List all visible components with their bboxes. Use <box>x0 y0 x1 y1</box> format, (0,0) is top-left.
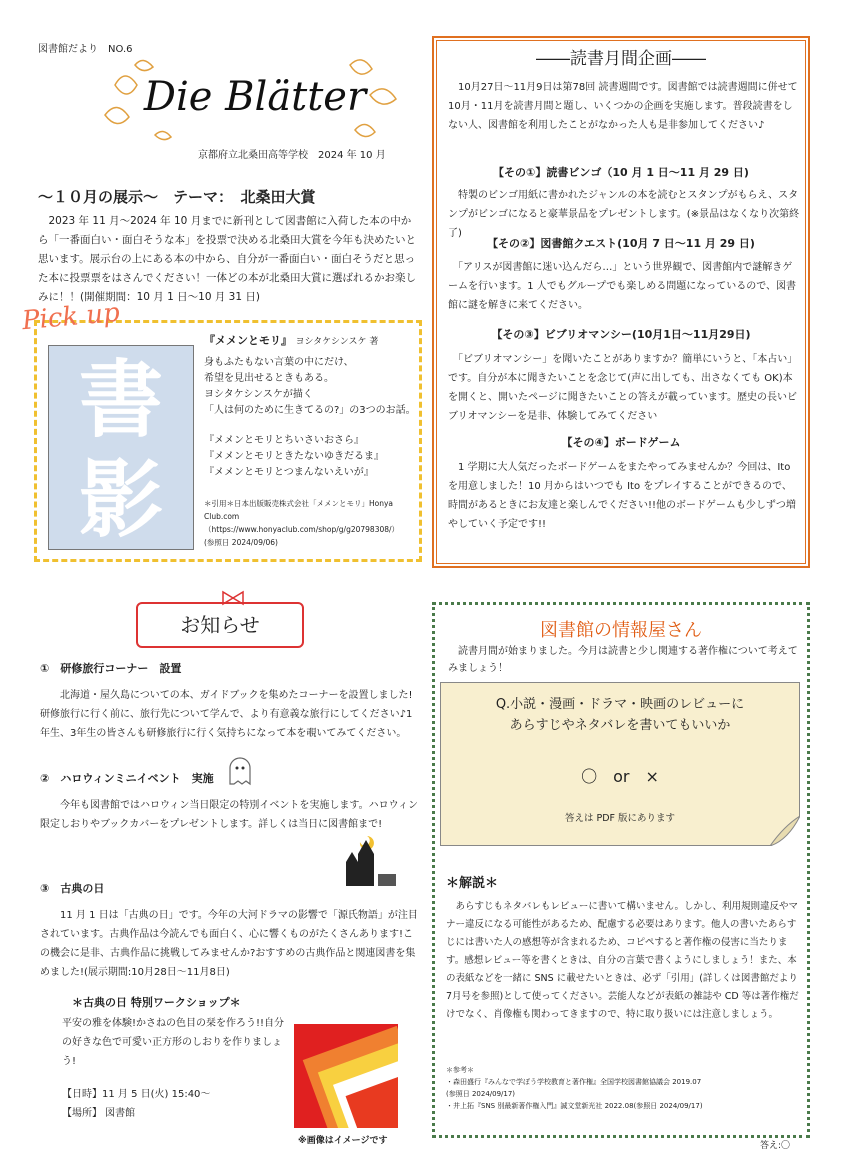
notice-heading: ③ 古典の日 <box>40 882 105 895</box>
ref-line: ・森田盛行『みんなで学ぼう学校教育と著作権』全国学校図書館協議会 2019.07 <box>446 1078 702 1086</box>
event-body: 特製のビンゴ用紙に書かれたジャンルの本を読むとスタンプがもらえ、スタンプがビンゴになると豪華景品をプレゼントします。(※景品はなくなり次第終了) <box>448 190 800 239</box>
desc-line: 「人は何のために生きてるの?」の3つのお話。 <box>204 405 416 416</box>
issue-number: 図書館だより NO.6 <box>38 44 133 55</box>
desc-line: 『メメンとモリとつまんないえいが』 <box>204 467 374 478</box>
pickup-description <box>204 355 416 481</box>
quiz-answer-note: 答えは PDF 版にあります <box>564 813 676 824</box>
desc-line <box>204 419 416 433</box>
event-body: 「アリスが図書館に迷い込んだら…」という世界観で、図書館内で謎解きゲームを行います。1 人でもグループでも楽しめる問題になっているので、図書館に謎を解きに来てください。 <box>448 262 797 311</box>
notice-body: 北海道・屋久島についての本、ガイドブックを集めたコーナーを設置しました!研修旅行に行く前に、旅行先について学んで、より有意義な旅行にしてください♪1年生、3年生の皆さんも研修旅行に行く気持ちになって本を覗いてみてください。 <box>40 690 413 739</box>
desc-line: 身もふたもない言葉の中にだけ、 <box>204 357 354 368</box>
notice-body: 今年も図書館ではハロウィン当日限定の特別イベントを実施します。ハロウィン限定しおりやブックカバーをプレゼントします。詳しくは当日に図書館まで! <box>40 800 418 830</box>
info-title: 図書館の情報屋さん <box>540 620 702 641</box>
cite-line: ＊引用＊日本出版販売株式会社「メメンとモリ」Honya Club.com <box>204 499 394 521</box>
explanation-body: あらすじもネタバレもレビューに書いて構いません。しかし、利用規則違反やマナー違反になる可能性があるため、配慮する必要はあります。他人の書いたあらすじには書いた人の感想等が含まれるため、コピペすると著作権の侵害に当たります。感想レビュー等を書くときは、自分の言葉で書くようにしましょう！また、本の表紙などを一緒に SNS に載せたいときは、必ず「引用」(詳しくは図書館だより 7月号を参照)として使ってください。芸能人などが表紙の雑誌や CD 等は著作権だけでなく、肖像権も関わってきますので、特に取り扱いには注意しましょう。 <box>446 901 799 1020</box>
pickup-citation <box>204 497 416 549</box>
bookmark-image <box>294 1024 398 1128</box>
event-body: 「ビブリオマンシー」を聞いたことがありますか？簡単にいうと、「本占い」です。自分が本に聞きたいことを念じて(声に出しても、出さなくても OK)本を開くと、開いたページに聞きたいことの答えが載っています。歴史の長いビブリオマンシーを是非、体験してみてください <box>448 354 798 422</box>
workshop-date-text: 【日時】11 月 5 日(火) 15:40～ <box>62 1089 211 1100</box>
answer: 答え:〇 <box>760 1141 791 1151</box>
workshop-date <box>62 1085 210 1123</box>
book-cover-placeholder <box>48 345 194 550</box>
event-body: 1 学期に大人気だったボードゲームをまたやってみませんか？今回は、Ito を用意しました！10 月からはいつでも Ito をプレイすることができるので、時間があるときにお友達と楽しんでください!!他のボードゲームも少しずつ増やしていく予定です!! <box>448 462 796 530</box>
ghost-icon <box>222 752 258 788</box>
notice-heading: ② ハロウィンミニイベント 実施 <box>40 772 214 785</box>
haunted-house-icon <box>338 832 402 886</box>
references <box>446 1064 802 1112</box>
desc-line: 『メメンとモリとちいさいおさら』 <box>204 435 364 446</box>
masthead-logo <box>95 55 415 150</box>
quiz-options: 〇 or × <box>581 767 659 786</box>
logo-text: Die Blätter <box>143 74 367 120</box>
pickup-label: Pick up <box>20 297 121 337</box>
workshop-place-text: 【場所】 図書館 <box>62 1108 136 1119</box>
ref-line: (参照日 2024/09/17) <box>446 1090 516 1098</box>
cite-line: （https://www.honyaclub.com/shop/g/g20798308/） <box>204 525 400 534</box>
cover-char: 影 <box>78 450 163 549</box>
workshop-body: 平安の雅を体験!かさねの色目の栞を作ろう!!自分の好きな色で可愛い正方形のしおりを作りましょう! <box>62 1018 285 1067</box>
desc-line: ヨシタケシンスケが描く <box>204 389 313 400</box>
event-heading: 【その④】ボードゲーム <box>561 436 681 449</box>
desc-line: 『メメンとモリときたないゆきだるま』 <box>204 451 384 462</box>
question-line: Q.小説・漫画・ドラマ・映画のレビューに <box>495 697 745 712</box>
cover-char: 書 <box>78 350 163 449</box>
exhibit-title: ～１０月の展示～ テーマ： 北桑田大賞 <box>38 188 316 206</box>
desc-line: 希望を見出せるときもある。 <box>204 373 334 384</box>
workshop-title: ＊古典の日 特別ワークショップ＊ <box>72 996 241 1009</box>
event-heading: 【その②】図書館クエスト(10月 7 日～11 月 29 日) <box>487 237 755 250</box>
cite-line: (参照日 2024/09/06) <box>204 538 278 547</box>
school-date: 京都府立北桑田高等学校 2024 年 10 月 <box>198 150 386 161</box>
notice-body: 11 月 1 日は「古典の日」です。今年の大河ドラマの影響で「源氏物語」が注目されています。古典作品は今読んでも面白く、心に響くものがたくさんあります!この機会に是非、古典作品に挑戦してみませんか?おすすめの古典作品と関連図書を集めました!(展示期間:10月28日～11月8日) <box>40 910 418 978</box>
notice-heading: ① 研修旅行コーナー 設置 <box>40 662 182 675</box>
explanation-title: ＊解説＊ <box>446 876 499 891</box>
event-heading: 【その③】ビブリオマンシー(10月1日～11月29日) <box>491 328 751 341</box>
quiz-question <box>440 694 800 736</box>
question-line: あらすじやネタバレを書いてもいいか <box>509 718 731 733</box>
notices-title: お知らせ <box>136 602 304 648</box>
book-author: ヨシタケシンスケ 著 <box>295 337 379 347</box>
exhibit-body: 2023 年 11 月～2024 年 10 月までに新刊として図書館に入荷した本の中から「一番面白い・面白そうな本」を投票で決める北桑田大賞を今年も決めたいと思います。展示台の上にある本の中から、自分が一番面白い・面白そうだと思った本に投票票をはさんでください！一体どの本が北桑田大賞に選ばれるかお楽しみに！！(開催期間：10 月 1 日～10 月 31 日) <box>38 215 416 303</box>
book-title: 『メメンとモリ』 <box>204 334 292 347</box>
ref-line: ・井上拓『SNS 別最新著作権入門』誠文堂新光社 2022.08(参照日 2024/09/17) <box>446 1102 703 1110</box>
event-heading: 【その①】読書ビンゴ（10 月 1 日～11 月 29 日) <box>493 166 749 179</box>
ref-line: ＊参考＊ <box>446 1066 474 1074</box>
reading-month-intro: 10月27日～11月9日は第78回 読書週間です。図書館では読書週間に併せて10月・11月を読書月間と題し、いくつかの企画を実施します。普段読書をしない人、図書館を利用したことがなかった人も是非参加してください♪ <box>448 82 798 131</box>
info-intro: 読書月間が始まりました。今月は読書と少し関連する著作権について考えてみましょう！ <box>448 646 798 674</box>
image-caption: ※画像はイメージです <box>298 1136 388 1146</box>
reading-month-title: ――読書月間企画―― <box>536 49 706 69</box>
pickup-book-title <box>204 332 378 348</box>
